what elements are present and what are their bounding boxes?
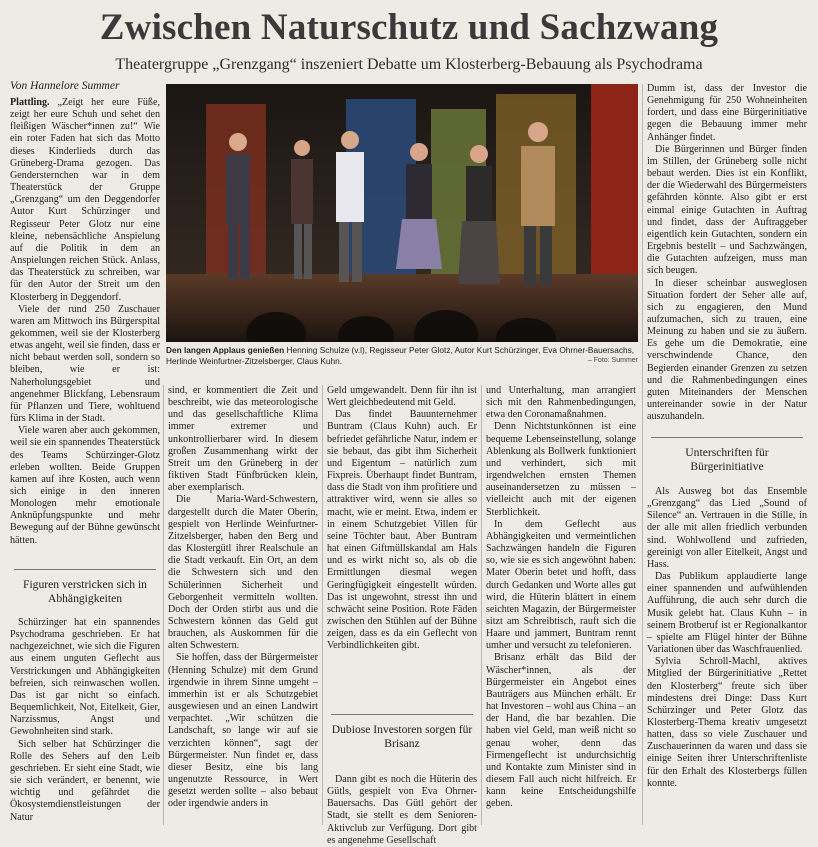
paragraph: Sylvia Schroll-Machl, aktives Mitglied der Bürgerinitiative „Rettet den Klosterberg“ freute sich über mindestens drei Dinge: Dass Kurt Schürzinger und Peter Glotz das Klosterberg-Thema kreativ umgesetzt hatten, dass so viele Zuschauer und Zuschauerinnen da waren und dass sie einige Seiten ihrer Unterschriftenliste für den Erhalt des Klosterbergs füllen konnte. bbox=[647, 656, 807, 789]
paragraph: Die Bürgerinnen und Bürger finden im Stillen, der Grüneberg solle nicht bebaut werden. Dies ist ein Konflikt, der die Wiederwahl des Bürgermeisters gefährden könnte. Also gibt er erst einmal einige Gutachten in Auftrag und findet, dass der Auftraggeber eigentlich kein Gutachten, sondern ein Ergebnis bestellt – und Sachzwängen, die Gutachten aufzeigen, muss man sich beugen. bbox=[647, 143, 807, 277]
column-1-cont bbox=[10, 617, 160, 824]
stage-photo-graphic bbox=[166, 84, 638, 342]
subhead-1: Figuren verstricken sich in Abhängigkeiten bbox=[14, 569, 156, 606]
paragraph: Schürzinger hat ein spannendes Psychodrama geschrieben. Er hat nachgezeichnet, wie sich die Figuren aus einem unguten Geflecht aus Verstrickungen und Abhängigkeiten befreien, sich reinwaschen wollen. Das ist gar nicht so einfach. Bequemlichkeit, Not, Eitelkeit, Gier, Narzissmus, Angst und Gewohnheiten sind stark. bbox=[10, 617, 160, 738]
paragraph: Denn Nichtstunkönnen ist eine bequeme Lebenseinstellung, solange Ablenkung als Bollwerk funktioniert und verhindert, sich mit irgendwelchen ernsten Themen auseinandersetzen zu müssen – vielleicht auch mit der eigenen Sterblichkeit. bbox=[486, 421, 636, 518]
column-5-cont bbox=[647, 486, 807, 790]
photo-credit: – Foto: Summer bbox=[587, 356, 638, 364]
subhead-2: Dubiose Investoren sorgen für Brisanz bbox=[331, 714, 473, 751]
dateline: Plattling. bbox=[10, 97, 50, 108]
caption-text: Henning Schulze (v.l), Regisseur Peter Glotz, Autor Kurt Schürzinger, Eva Ohrner-Bauersachs, Herlinde Weinfurtner-Zitzelsberger, Claus Kuhn. bbox=[166, 345, 635, 366]
paragraph: Dumm ist, dass der Investor die Genehmigung für 250 Wohneinheiten fordert, und dass eine Bürgerinitiative gegen die Bebauung immer mehr Anhänger findet. bbox=[647, 83, 807, 143]
photo-caption bbox=[166, 345, 638, 366]
caption-lead: Den langen Applaus genießen bbox=[166, 345, 285, 355]
paragraph: Dann gibt es noch die Hüterin des Gütls, gespielt von Eva Ohrner-Bauersachs. Das Gütl gehört der Stadt, sie stellt es dem Senioren-Aktivclub zur Verfügung. Dort gibt es angenehme Gesellschaft bbox=[327, 774, 477, 846]
byline: Von Hannelore Summer bbox=[10, 80, 120, 92]
column-3-cont bbox=[327, 774, 477, 847]
column-3 bbox=[327, 385, 477, 652]
paragraph: „Zeigt her eure Füße, zeigt her eure Schuh und sehet den fleißigen Wäscher*innen zu!“ Wie ein roter Faden hat sich das Motto dieses Kinderlieds durch das Grüneberg-Drama gezogen. Das Gendersternchen war in dem Theaterstück der Gruppe „Grenzgang“ um den Deggendorfer Autor Kurt Schürzinger und Regisseur Peter Glotz nur eine kleine, nebensächliche Anspielung auf die Politik in dem an Anspielungen reichen Stück. Anlass, das Theaterstück zu schreiben, war für den Autor der Streit um den Klosterberg in Deggendorf. bbox=[10, 97, 160, 303]
paragraph: Das Publikum applaudierte lange einer spannenden und aufwühlenden Aufführung, die auch sehr durch die Musik gelebt hat. Claus Kuhn – in seinem Brotberuf ist er Regionalkantor – spielte am Flügel hinter der Bühne Variationen über das Waschfrauenlied. bbox=[647, 571, 807, 656]
paragraph: In dem Geflecht aus Abhängigkeiten und vermeintlichen Sachzwängen handeln die Figuren so, wie sie es sich angewöhnt haben: Mater Oberin betet und hofft, dass durch Gedanken und Worte alles gut wird, die Hüterin blättert in einem seichten Magazin, der Bürgermeister sitzt am Schreibtisch, rauft sich die Haare und jammert, Buntram rennt umher und versucht zu telefonieren. bbox=[486, 518, 636, 652]
paragraph: Sich selber hat Schürzinger die Rolle des Sehers auf den Leib geschrieben. Er sieht eine Stadt, wie sie sich verändert, er benennt, wie wichtig und gefährdet die Ökosystemdienstleistungen der Natur bbox=[10, 738, 160, 823]
column-5 bbox=[647, 83, 807, 423]
column-divider bbox=[163, 385, 164, 825]
stage-photo bbox=[166, 84, 638, 342]
column-divider bbox=[642, 84, 643, 825]
subheadline: Theatergruppe „Grenzgang“ inszeniert Debatte um Klosterberg-Bebauung als Psychodrama bbox=[115, 56, 703, 73]
paragraph: Geld umgewandelt. Denn für ihn ist Wert gleichbedeutend mit Geld. bbox=[327, 385, 477, 409]
column-divider bbox=[322, 385, 323, 825]
column-2 bbox=[168, 385, 318, 810]
paragraph: Brisanz erhält das Bild der Wäscher*innen, als der Bürgermeister ein Angebot eines Bauträgers aus München erhält. Er hat Investoren – wohl aus China – an der Hand, die bar bezahlen. Die haben viel Geld, man weiß nicht so genau woher, denn das Firmengeflecht ist undurchsichtig und Kontakte zum Minister sind in diesem Fall auch nicht hilfreich. Er kann keine Entscheidungshilfe geben. bbox=[486, 652, 636, 810]
paragraph: In dieser scheinbar ausweglosen Situation fordert der Seher alle auf, sich zu engagieren, den Mund aufzumachen, sich zu trauen, eine Meinung zu haben und sie zu äußern. Es gehe um die Demokratie, eine verschwindende Chance, den Begierden einander Grenzen zu setzen und die Rahmenbedingungen eines guten Miteinanders der Menschen untereinander sowie in der Natur auszuhandeln. bbox=[647, 277, 807, 423]
paragraph: Viele waren aber auch gekommen, weil sie ein spannendes Theaterstück des Teams Schürzinger-Glotz erleben wollten. Beide Gruppen kamen auf ihre Kosten, auch wenn sich einige in den inneren Monologen mehr emotionale Anknüpfungspunkte und mehr Bewegung auf der Bühne gewünscht hätten. bbox=[10, 425, 160, 546]
column-1 bbox=[10, 97, 160, 547]
headline: Zwischen Naturschutz und Sachzwang bbox=[99, 7, 719, 48]
paragraph: sind, er kommentiert die Zeit und beschreibt, wie das meteorologische und das gesellschaftliche Klima immer extremer und unkontrollierbarer wird. In diesem großen Zusammenhang wirkt der Streit um den Grüneberg in der fiktiven Stadt Fünfbrücken klein, aber exemplarisch. bbox=[168, 385, 318, 494]
column-4 bbox=[486, 385, 636, 810]
paragraph: Als Ausweg bot das Ensemble „Grenzgang“ das Lied „Sound of Silence“ an. Vertrauen in die Stille, in der alle mit allen friedlich verbunden sind. Wohlwollend und zufrieden, gereinigt von aller Eitelkeit, Angst und Hass. bbox=[647, 486, 807, 570]
subhead-3: Unterschriften für Bürgerinitiative bbox=[651, 437, 803, 474]
paragraph: Das findet Bauunternehmer Buntram (Claus Kuhn) auch. Er befriedet gefährliche Natur, indem er sie bebaut, das gibt ihm Sicherheit und Eigentum – natürlich zum Fixpreis. Überhaupt findet Buntram, dass die Stadt von ihm profitiere und attraktiver wird, wenn sie alles so macht, wie er meint. Etwa, indem er in einem Schutzgebiet Villen für seine Töchter baut. Aber Buntram hat einen Giftmüllskandal am Hals und es wirkt nicht so, als ob die Ermittlungen diesmal wegen Geringfügigkeit eingestellt würden. Das ist ungewohnt, stresst ihn und schwächt seine Position. Rote Fäden zwischen den Stühlen auf der Bühne zeigen, dass es da ein Geflecht von Verbindlichkeiten gibt. bbox=[327, 409, 477, 652]
paragraph: Viele der rund 250 Zuschauer waren am Mittwoch ins Bürgerspital gekommen, weil sie der Klosterberg etwas angeht, weil sie finden, dass er nicht bebaut werden soll, sondern so bleiben, wie er ist: Naherholungsgebiet und angenehmer Blickfang, Lebensraum für Pflanzen und Tiere, wohltuend fürs Klima in der Stadt. bbox=[10, 303, 160, 425]
column-divider bbox=[481, 385, 482, 825]
paragraph: Sie hoffen, dass der Bürgermeister (Henning Schulze) mit dem Grund irgendwie in ihrem Sinne umgeht – immerhin ist er als Schutzgebiet ausgewiesen und an einen Landwirt verpachtet. „Wir schützen die Landschaft, so lange wir auf sie verzichten können“, sagt der Bürgermeister. Nun findet er, dass dieser Besitz, eine bis lang ungenutzte Ressource, in Wert gesetzt werden sollte – also bebaut oder irgendwie anders in bbox=[168, 652, 318, 810]
paragraph: und Unterhaltung, man arrangiert sich mit den Rahmenbedingungen, etwa den Coronamaßnahmen. bbox=[486, 385, 636, 421]
paragraph: Die Maria-Ward-Schwestern, dargestellt durch die Mater Oberin, gespielt von Herlinde Weinfurtner-Zitzelsberger, haben den Berg und das Klostergütl ihrer Realschule an die Stadt verkauft. Ein Ort, an dem die Schwestern sich und den Schülerinnen Sicherheit und Geborgenheit vermitteln wollten. Doch der Orden stirbt aus und die Schwestern können das Geld gut brauchen, als Auskommen für die alten Schwestern. bbox=[168, 494, 318, 652]
